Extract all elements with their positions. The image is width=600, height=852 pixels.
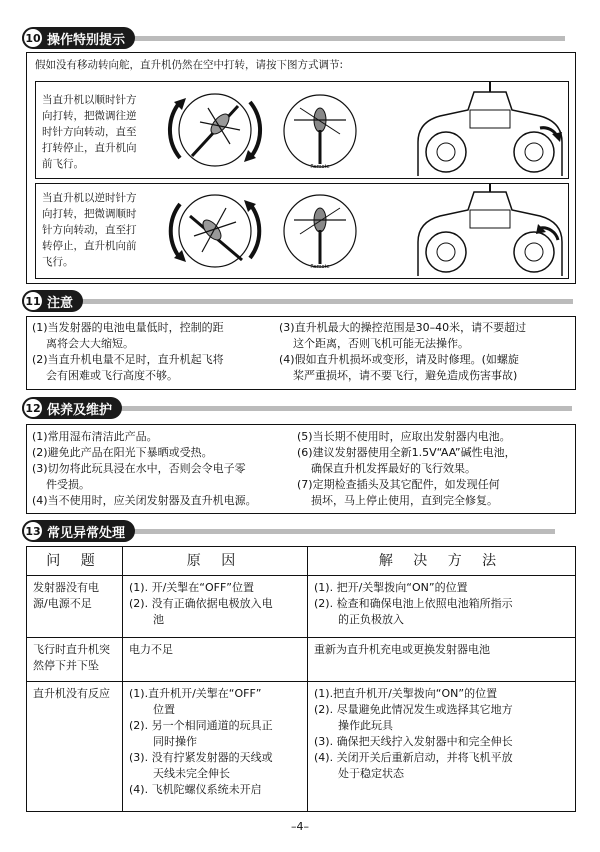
problem-cell: 直升机没有反应 [27,682,123,812]
column-header: 问 题 [27,547,123,576]
section-title-pill [22,397,122,419]
table-row [27,638,576,682]
troubleshooting-table [26,546,576,812]
section-number: 13 [24,522,42,540]
instruction-text-2: 当直升机以逆时针方 向打转，把微调顺时 针方向转动，直至打 转停止，直升机向前 飞行。 [42,192,137,268]
cause-cell: 电力不足 [123,638,308,682]
cause-cell: (1).直升机开/关掣在“OFF” 位置 (2). 另一个相同通道的玩具正 同时操作 (3). 没有拧紧发射器的天线或 天线未完全伸长 (4). 飞机陀螺仪系统未开启 [123,682,308,812]
instruction-row-2 [35,183,569,279]
helicopter-top-view-2 [280,190,360,272]
table-header-row [27,547,576,576]
notes-left-column: (1)当发射器的电池电量低时，控制的距 离将会大大缩短。 (2)当直升机电量不足时，直升机起飞将 会有困难或飞行高度不够。 [32,321,224,382]
solution-cell: (1). 把开/关掣拨向“ON”的位置 (2). 检查和确保电池上依照电池箱所指示 的正负极放入 [308,576,576,638]
section-title: 操作特别提示 [47,32,126,48]
instruction-text-1: 当直升机以顺时针方 向打转，把微调往逆 时针方向转动，直至 打转停止，直升机向 前飞行。 [42,94,137,170]
remote-controller-trim-1 [412,82,568,176]
section-number: 12 [24,399,42,417]
section-11-box [26,316,576,390]
section-12-header [22,397,122,419]
table-row [27,682,576,812]
section-10-box [26,52,576,284]
column-header: 原 因 [123,547,308,576]
helicopter-top-view-1 [280,90,360,172]
section-title-pill [22,27,135,49]
header-rule [22,299,573,304]
problem-cell: 发射器没有电 源/电源不足 [27,576,123,638]
maintenance-left-column: (1)常用湿布清洁此产品。 (2)避免此产品在阳光下暴晒或受热。 (3)切勿将此玩具浸在水中，否则会令电子零 件受损。 (4)当不使用时，应关闭发射器及直升机电源。 [32,430,257,507]
solution-cell: 重新为直升机充电或更换发射器电池 [308,638,576,682]
cause-cell: (1). 开/关掣在“OFF”位置 (2). 没有正确依据电极放入电 池 [123,576,308,638]
notes-right-column: (3)直升机最大的操控范围是30–40米，请不要超过 这个距离，否则飞机可能无法操作。 (4)假如直升机损坏或变形，请及时修理。(如螺旋 桨严重损坏，请不要飞行，避免造成伤害事故) [279,321,527,382]
remote-controller-trim-2 [412,184,568,276]
section-title-pill [22,290,83,312]
counterclockwise-spin-illustration [160,186,270,276]
table-row [27,576,576,638]
problem-cell: 飞行时直升机突 然停下并下坠 [27,638,123,682]
instruction-row-1 [35,81,569,179]
section-11-header [22,290,83,312]
section-12-box [26,424,576,514]
section-number: 11 [24,292,42,310]
section-13-header [22,520,135,542]
section-title: 注意 [47,295,74,311]
section-title-pill [22,520,135,542]
column-header: 解 决 方 法 [308,547,576,576]
section-10-intro: 假如没有移动转向舵，直升机仍然在空中打转，请按下图方式调节: [35,59,344,71]
page-number: –4– [291,820,309,833]
section-10-header [22,27,135,49]
solution-cell: (1).把直升机开/关掣拨向“ON”的位置 (2). 尽量避免此情况发生或选择其它地方 操作此玩具 (3). 确保把天线拧入发射器中和完全伸长 (4). 关闭开关后重新启动，并将飞机平放 处于稳定状态 [308,682,576,812]
svg-text:Remote: Remote [310,164,330,170]
maintenance-right-column: (5)当长期不使用时，应取出发射器内电池。 (6)建议发射器使用全新1.5V“AA”碱性电池， 确保直升机发挥最好的飞行效果。 (7)定期检查插头及其它配件，如发现任何 损坏，马上停止使用，直到完全修复。 [297,430,516,507]
clockwise-spin-illustration [160,84,270,176]
section-title: 常见异常处理 [47,525,126,541]
section-number: 10 [24,29,42,47]
section-title: 保养及维护 [47,402,113,418]
svg-text:Remote: Remote [310,264,330,270]
